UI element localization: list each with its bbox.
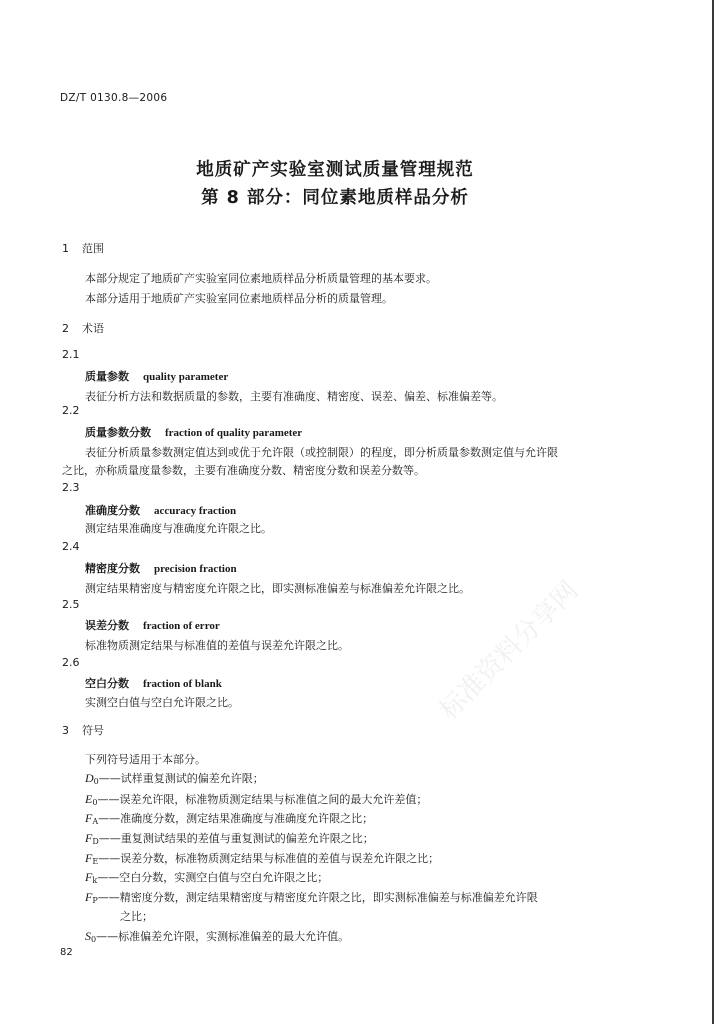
term-definition: 实测空白值与空白允许限之比。 — [85, 696, 239, 709]
section-3-heading — [62, 722, 104, 738]
term-definition: 表征分析质量参数测定值达到或优于允许限（或控制限）的程度，即分析质量参数测定值与允许限 — [85, 446, 558, 459]
symbol-entry — [85, 830, 374, 846]
term-en: fraction of blank — [143, 678, 222, 690]
section-title: 术语 — [82, 322, 104, 335]
term-number: 2.4 — [62, 540, 80, 553]
symbol-entry — [85, 770, 264, 786]
term-zh: 质量参数 — [85, 370, 129, 383]
symbol: F — [85, 811, 93, 825]
section-2-heading — [62, 320, 104, 336]
term-definition: 测定结果精密度与精密度允许限之比，即实测标准偏差与标准偏差允许限之比。 — [85, 582, 470, 595]
document-subtitle: 第 8 部分：同位素地质样品分析 — [201, 188, 469, 208]
symbol-description: ——误差允许限，标准物质测定结果与标准值之间的最大允许差值； — [97, 793, 428, 806]
symbol-description: ——重复测试结果的差值与重复测试的偏差允许限之比； — [98, 832, 374, 845]
symbol-entry — [85, 889, 538, 905]
symbol-subscript: k — [92, 876, 98, 885]
watermark: 标准资料分享网 — [434, 575, 585, 726]
symbol-subscript: E — [92, 857, 99, 866]
term-heading — [85, 502, 236, 518]
standard-code: DZ/T 0130.8—2006 — [60, 92, 168, 104]
symbol: F — [85, 851, 93, 865]
symbol-description: ——试样重复测试的偏差允许限； — [98, 772, 264, 785]
term-heading — [85, 560, 237, 576]
term-number: 2.5 — [62, 598, 80, 611]
symbol-entry — [85, 810, 373, 826]
symbol: S — [85, 929, 91, 943]
symbol: E — [85, 792, 93, 806]
term-heading — [85, 617, 220, 633]
symbol-subscript: A — [92, 817, 99, 826]
symbol-subscript: 0 — [93, 777, 99, 786]
symbol-entry — [85, 928, 349, 944]
term-heading — [85, 424, 302, 440]
term-definition-continued: 之比，亦称质量度量参数，主要有准确度分数、精密度分数和误差分数等。 — [62, 464, 425, 477]
symbols-intro: 下列符号适用于本部分。 — [85, 753, 206, 766]
term-definition: 标准物质测定结果与标准值的差值与误差允许限之比。 — [85, 639, 349, 652]
symbol-description: ——准确度分数，测定结果准确度与准确度允许限之比； — [98, 812, 374, 825]
section-1-heading — [62, 240, 104, 256]
term-definition: 测定结果准确度与准确度允许限之比。 — [85, 522, 272, 535]
symbol-description: ——精密度分数，测定结果精密度与精密度允许限之比，即实测标准偏差与标准偏差允许限 — [97, 891, 538, 904]
symbol: F — [85, 831, 93, 845]
term-en: accuracy fraction — [154, 505, 237, 517]
section-number: 2 — [62, 322, 69, 335]
term-en: fraction of quality parameter — [165, 427, 303, 439]
section-number: 1 — [62, 242, 69, 255]
symbol-entry — [85, 850, 439, 866]
term-number: 2.1 — [62, 348, 80, 361]
term-zh: 空白分数 — [85, 677, 129, 690]
section-title: 符号 — [82, 724, 104, 737]
symbol: F — [85, 890, 93, 904]
term-number: 2.3 — [62, 481, 80, 494]
section-title: 范围 — [82, 242, 104, 255]
term-number: 2.6 — [62, 656, 80, 669]
page-edge — [712, 0, 714, 1024]
symbol-description: ——标准偏差允许限，实测标准偏差的最大允许值。 — [96, 930, 350, 943]
symbol-subscript: D — [92, 837, 99, 846]
term-heading — [85, 675, 222, 691]
term-zh: 精密度分数 — [85, 562, 140, 575]
term-heading — [85, 368, 228, 384]
document-title: 地质矿产实验室测试质量管理规范 — [196, 160, 474, 180]
term-en: fraction of error — [143, 620, 220, 632]
symbol-entry — [85, 869, 328, 885]
symbol-subscript: 0 — [92, 798, 98, 807]
paragraph: 本部分规定了地质矿产实验室同位素地质样品分析质量管理的基本要求。 — [85, 272, 437, 285]
term-en: quality parameter — [143, 371, 229, 383]
term-zh: 误差分数 — [85, 619, 129, 632]
term-definition: 表征分析方法和数据质量的参数，主要有准确度、精密度、误差、偏差、标准偏差等。 — [85, 390, 503, 403]
symbol: F — [85, 870, 93, 884]
term-zh: 质量参数分数 — [85, 426, 151, 439]
symbol: D — [85, 771, 94, 785]
symbol-description-continued: 之比； — [120, 910, 153, 923]
paragraph: 本部分适用于地质矿产实验室同位素地质样品分析的质量管理。 — [85, 292, 393, 305]
symbol-description: ——误差分数，标准物质测定结果与标准值的差值与误差允许限之比； — [98, 852, 440, 865]
symbol-subscript: P — [92, 896, 98, 905]
term-en: precision fraction — [154, 563, 237, 575]
section-number: 3 — [62, 724, 69, 737]
symbol-entry — [85, 791, 427, 807]
term-number: 2.2 — [62, 404, 80, 417]
page-number: 82 — [60, 947, 73, 958]
symbol-subscript: 0 — [91, 935, 97, 944]
term-zh: 准确度分数 — [85, 504, 140, 517]
symbol-description: ——空白分数，实测空白值与空白允许限之比； — [97, 871, 329, 884]
